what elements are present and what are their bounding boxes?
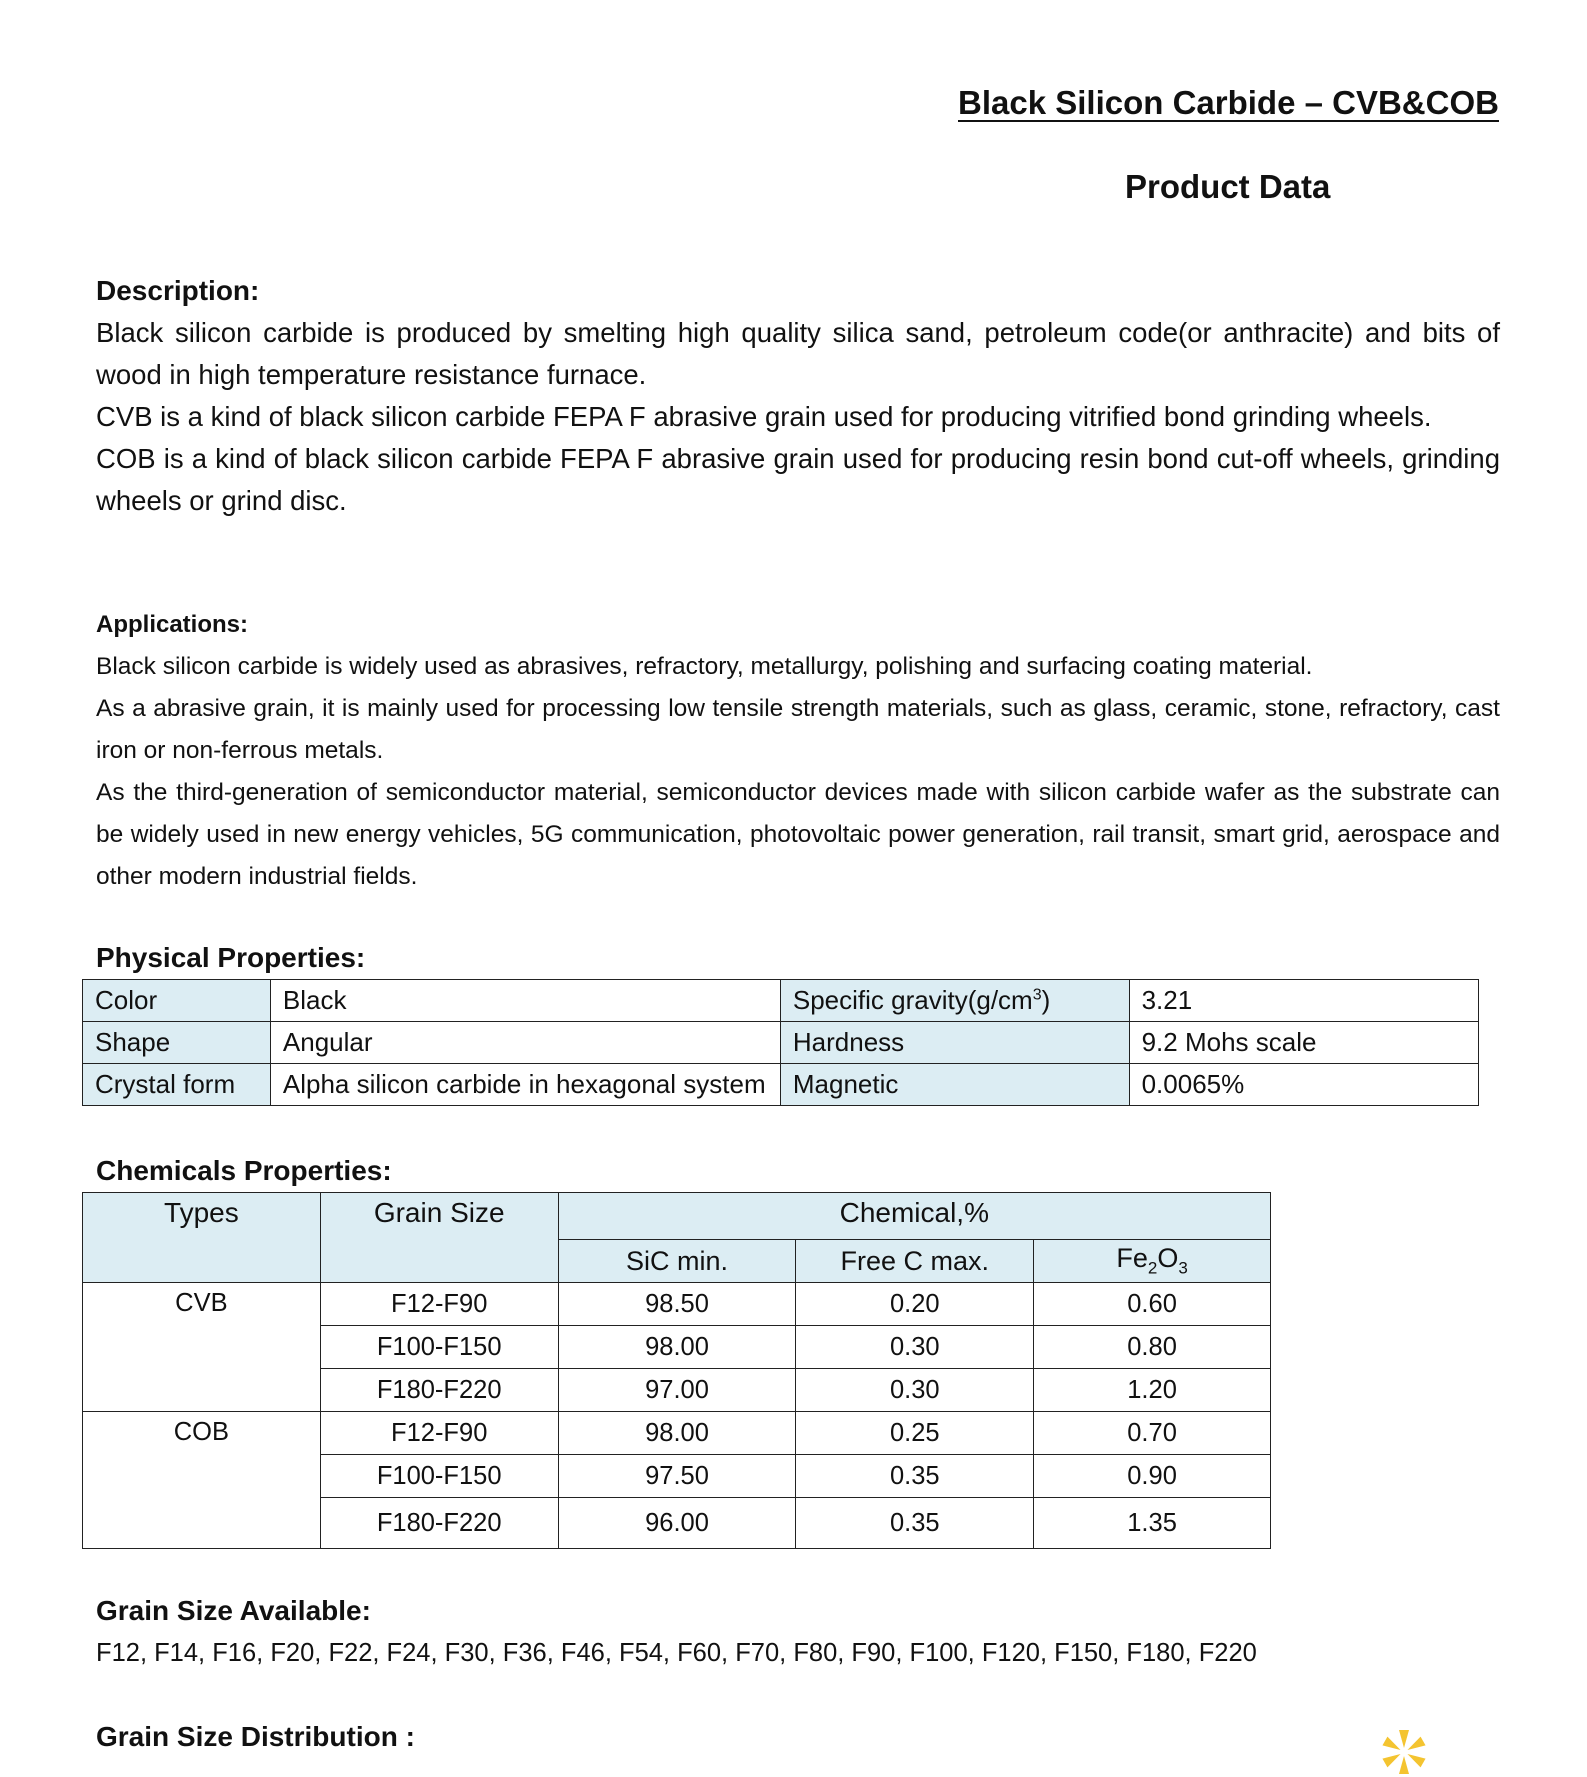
sic-cell: 96.00 bbox=[558, 1498, 796, 1549]
sic-cell: 98.50 bbox=[558, 1283, 796, 1326]
sic-cell: 97.50 bbox=[558, 1455, 796, 1498]
grain-cell: F180-F220 bbox=[320, 1498, 558, 1549]
property-value: 3.21 bbox=[1129, 980, 1478, 1022]
physical-heading: Physical Properties: bbox=[96, 942, 366, 973]
fe2o3-cell: 0.80 bbox=[1034, 1326, 1271, 1369]
description-paragraph: CVB is a kind of black silicon carbide FEPA F abrasive grain used for producing vitrified bond grinding wheels. bbox=[96, 401, 1432, 432]
property-value: Black bbox=[270, 980, 780, 1022]
grain-available-section bbox=[96, 1590, 1500, 1674]
applications-heading: Applications: bbox=[96, 611, 249, 638]
chemical-heading: Chemicals Properties: bbox=[96, 1155, 392, 1186]
free-c-cell: 0.35 bbox=[796, 1455, 1034, 1498]
chemical-properties-table bbox=[82, 1192, 1271, 1549]
type-cell: CVB bbox=[83, 1283, 321, 1412]
free-c-cell: 0.20 bbox=[796, 1283, 1034, 1326]
property-value: Angular bbox=[270, 1022, 780, 1064]
description-paragraph: Black silicon carbide is produced by smelting high quality silica sand, petroleum code(or anthracite) and bits of wood in high temperature resistance furnace. bbox=[96, 317, 1500, 390]
table-row bbox=[83, 1283, 1271, 1326]
fe2o3-cell: 0.60 bbox=[1034, 1283, 1271, 1326]
table-row bbox=[83, 1022, 1479, 1064]
column-header-sic: SiC min. bbox=[558, 1240, 796, 1283]
description-section bbox=[96, 270, 1500, 522]
property-label: Color bbox=[83, 980, 271, 1022]
grain-distribution-heading: Grain Size Distribution : bbox=[96, 1721, 415, 1752]
property-label: Magnetic bbox=[780, 1064, 1129, 1106]
column-header-chemical: Chemical,% bbox=[558, 1193, 1270, 1240]
grain-cell: F100-F150 bbox=[320, 1326, 558, 1369]
physical-properties-table bbox=[82, 979, 1479, 1106]
table-row bbox=[83, 1064, 1479, 1106]
description-paragraph: COB is a kind of black silicon carbide FEPA F abrasive grain used for producing resin bond cut-off wheels, grinding wheels or grind disc. bbox=[96, 443, 1500, 516]
fe2o3-cell: 1.20 bbox=[1034, 1369, 1271, 1412]
sic-cell: 97.00 bbox=[558, 1369, 796, 1412]
free-c-cell: 0.25 bbox=[796, 1412, 1034, 1455]
sic-cell: 98.00 bbox=[558, 1412, 796, 1455]
property-label: Crystal form bbox=[83, 1064, 271, 1106]
applications-paragraph: As the third-generation of semiconductor material, semiconductor devices made with silicon carbide wafer as the substrate can be widely used in new energy vehicles, 5G communication, photovoltaic power generation, rail transit, smart grid, aerospace and other modern industrial fields. bbox=[96, 779, 1500, 890]
type-cell: COB bbox=[83, 1412, 321, 1549]
property-label: Specific $gravity(g/cm^3)$ bbox=[780, 980, 1129, 1022]
document-title: Black Silicon Carbide – CVB&COB bbox=[958, 84, 1499, 121]
grain-cell: F12-F90 bbox=[320, 1283, 558, 1326]
fe2o3-cell: 0.90 bbox=[1034, 1455, 1271, 1498]
column-header-free-c: Free C max. bbox=[796, 1240, 1034, 1283]
grain-cell: F180-F220 bbox=[320, 1369, 558, 1412]
table-row bbox=[83, 1412, 1271, 1455]
applications-paragraph: As a abrasive grain, it is mainly used for processing low tensile strength materials, such as glass, ceramic, stone, refractory, cast iron or non-ferrous metals. bbox=[96, 695, 1500, 764]
property-value: Alpha silicon carbide in hexagonal system bbox=[270, 1064, 780, 1106]
free-c-cell: 0.30 bbox=[796, 1326, 1034, 1369]
pinwheel-logo-icon bbox=[1378, 1727, 1438, 1777]
fe2o3-cell: 0.70 bbox=[1034, 1412, 1271, 1455]
physical-heading-wrap bbox=[96, 937, 1500, 979]
grain-cell: F100-F150 bbox=[320, 1455, 558, 1498]
grain-available-heading: Grain Size Available: bbox=[96, 1595, 371, 1626]
description-heading: Description: bbox=[96, 275, 260, 306]
property-label: Hardness bbox=[780, 1022, 1129, 1064]
sic-cell: 98.00 bbox=[558, 1326, 796, 1369]
column-header-grain-size: Grain Size bbox=[320, 1193, 558, 1283]
chemical-heading-wrap bbox=[96, 1150, 1500, 1192]
property-label: Shape bbox=[83, 1022, 271, 1064]
property-value: 0.0065% bbox=[1129, 1064, 1478, 1106]
grain-distribution-section bbox=[96, 1716, 1500, 1758]
column-header-fe2o3: $Fe_2O_3$ bbox=[1034, 1240, 1271, 1283]
document-subtitle: Product Data bbox=[1125, 168, 1331, 205]
grain-available-list: F12, F14, F16, F20, F22, F24, F30, F36, F46, F54, F60, F70, F80, F90, F100, F120, F150, F180, F220 bbox=[96, 1639, 1257, 1667]
fe2o3-cell: 1.35 bbox=[1034, 1498, 1271, 1549]
applications-section bbox=[96, 604, 1500, 898]
free-c-cell: 0.30 bbox=[796, 1369, 1034, 1412]
grain-cell: F12-F90 bbox=[320, 1412, 558, 1455]
table-row bbox=[83, 980, 1479, 1022]
column-header-types: Types bbox=[83, 1193, 321, 1283]
applications-paragraph: Black silicon carbide is widely used as abrasives, refractory, metallurgy, polishing and surfacing coating material. bbox=[96, 653, 1313, 680]
free-c-cell: 0.35 bbox=[796, 1498, 1034, 1549]
table-header-row bbox=[83, 1193, 1271, 1240]
property-value: 9.2 Mohs scale bbox=[1129, 1022, 1478, 1064]
